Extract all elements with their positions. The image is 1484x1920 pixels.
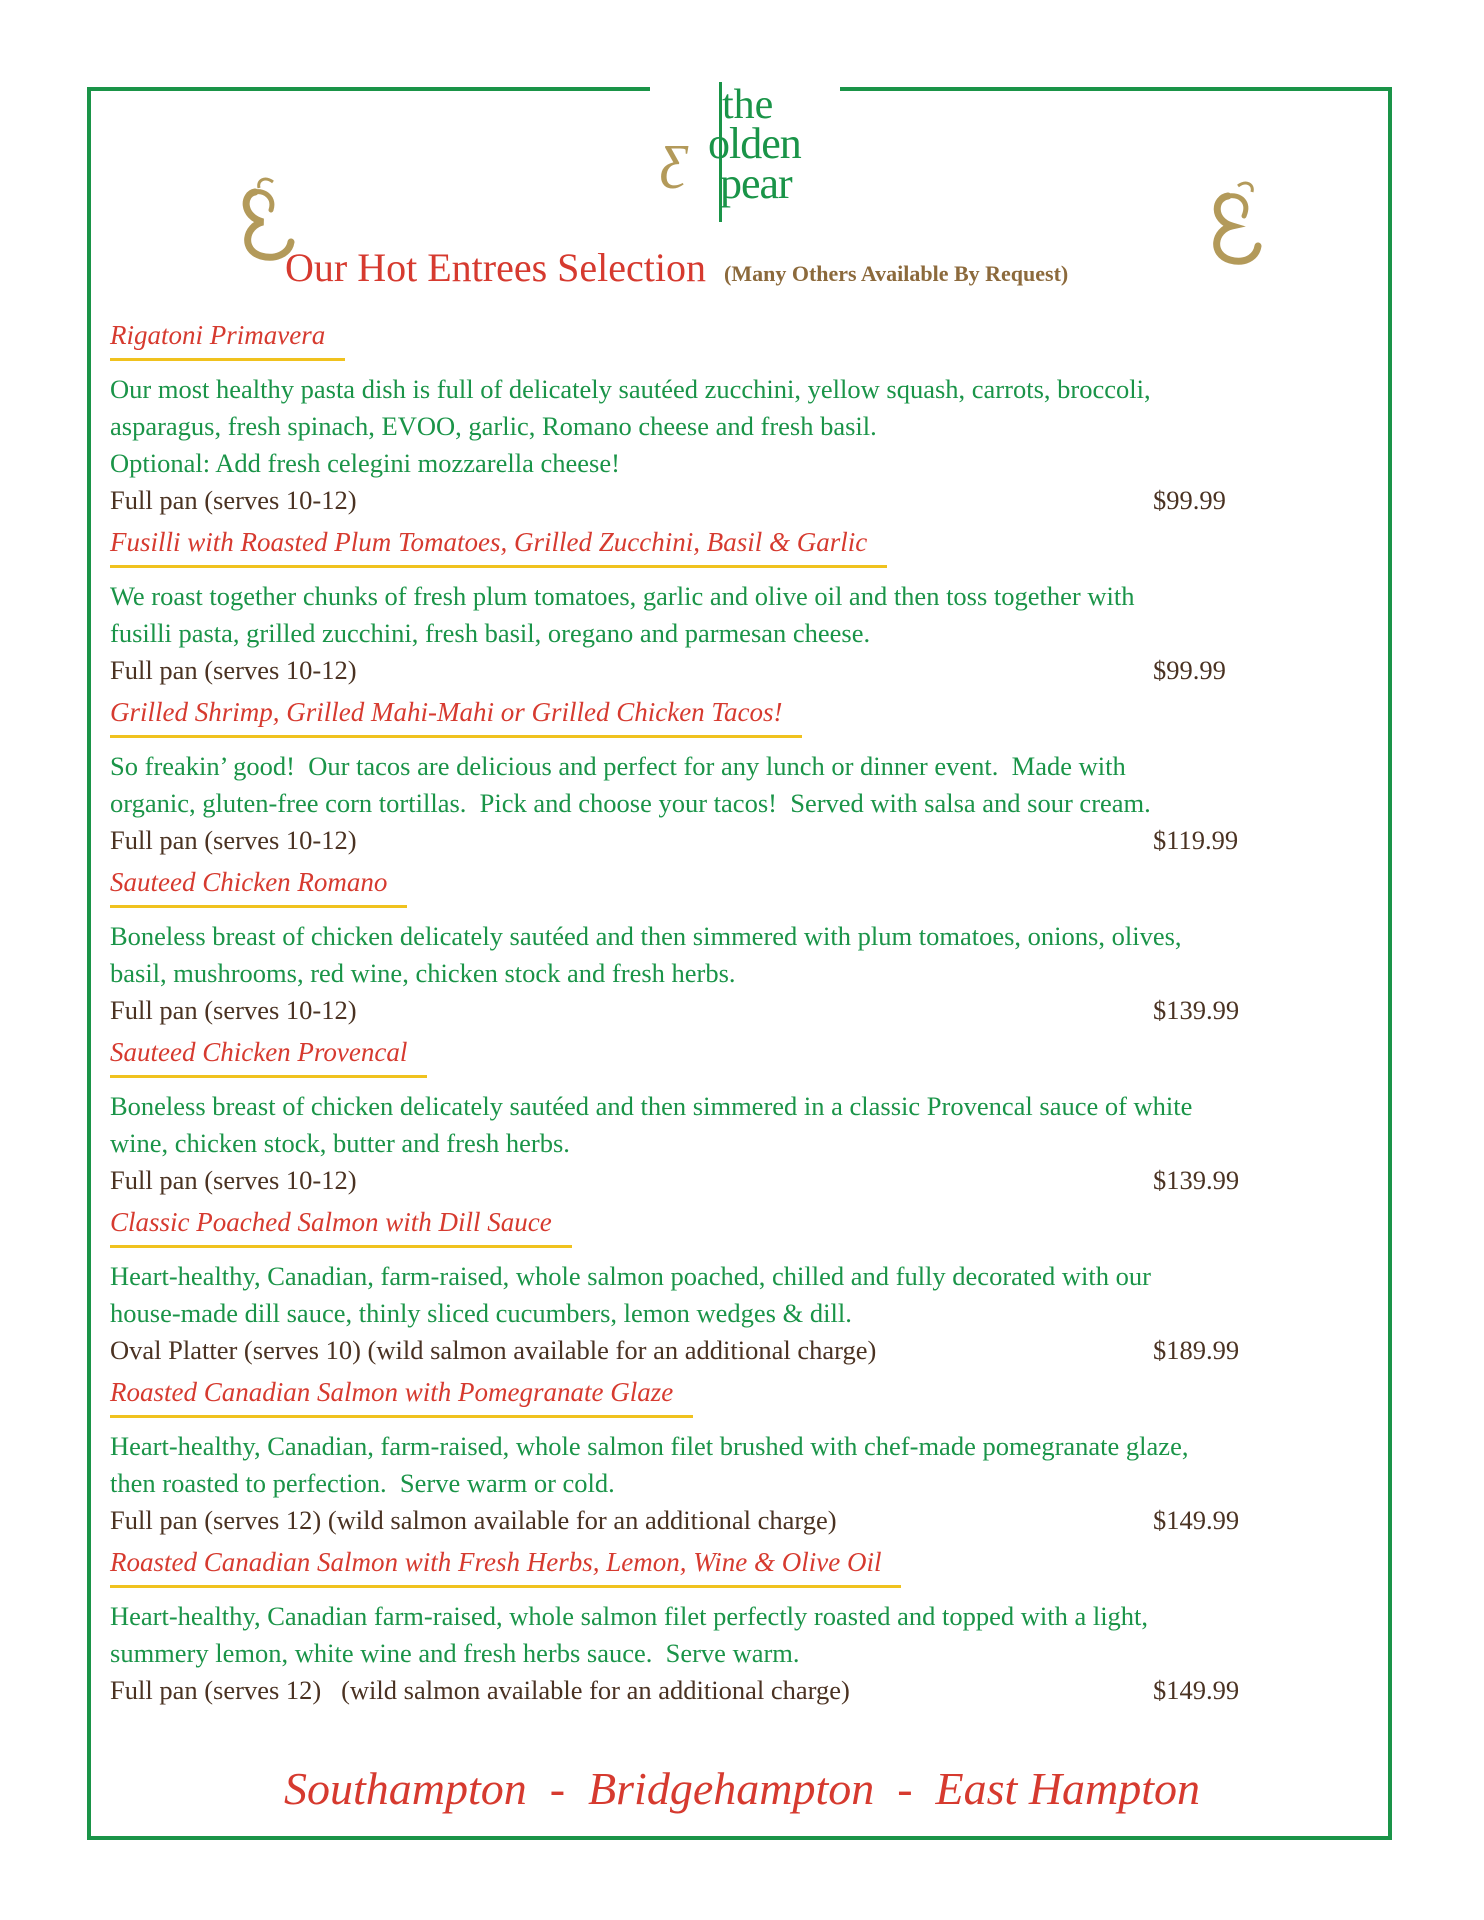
desc-line: Heart-healthy, Canadian farm-raised, whole salmon filet perfectly roasted and topped with a light, — [110, 1601, 1149, 1631]
item-serving-row — [110, 1502, 1370, 1539]
menu-item — [110, 1375, 1370, 1539]
menu-item — [110, 1035, 1370, 1199]
item-serving-row — [110, 1332, 1370, 1369]
item-serving: Full pan (serves 12) (wild salmon available for an additional charge) — [110, 1675, 850, 1705]
item-title: Rigatoni Primavera — [110, 318, 345, 361]
desc-line: then roasted to perfection. Serve warm or cold. — [110, 1468, 615, 1498]
desc-line: Our most healthy pasta dish is full of delicately sautéed zucchini, yellow squash, carrots, broccoli, — [110, 374, 1151, 404]
desc-line: organic, gluten-free corn tortillas. Pick and choose your tacos! Served with salsa and sour cream. — [110, 788, 1151, 818]
item-serving: Full pan (serves 10-12) — [110, 825, 357, 855]
desc-line: Boneless breast of chicken delicately sautéed and then simmered with plum tomatoes, onions, olives, — [110, 921, 1182, 951]
pear-ornament-right-icon — [1200, 178, 1270, 278]
item-title: Roasted Canadian Salmon with Pomegranate Glaze — [110, 1375, 693, 1418]
desc-line: Heart-healthy, Canadian, farm-raised, whole salmon poached, chilled and fully decorated with our — [110, 1261, 1151, 1291]
item-serving: Full pan (serves 10-12) — [110, 485, 357, 515]
item-description — [110, 1598, 1370, 1672]
item-price: $139.99 — [1153, 1165, 1240, 1195]
desc-line: basil, mushrooms, red wine, chicken stock and fresh herbs. — [110, 958, 736, 988]
item-serving-row — [110, 652, 1370, 689]
item-price: $139.99 — [1153, 995, 1240, 1025]
item-description — [110, 748, 1370, 822]
logo-pear: pear — [720, 159, 792, 208]
item-price: $99.99 — [1153, 655, 1226, 685]
item-serving: Full pan (serves 10-12) — [110, 655, 357, 685]
item-title: Fusilli with Roasted Plum Tomatoes, Grilled Zucchini, Basil & Garlic — [110, 525, 887, 568]
item-price: $149.99 — [1153, 1505, 1240, 1535]
golden-pear-logo — [650, 70, 840, 230]
item-description — [110, 1428, 1370, 1502]
desc-line: Optional: Add fresh celegini mozzarella cheese! — [110, 448, 620, 478]
logo-golden: olden — [708, 119, 801, 168]
item-title: Sauteed Chicken Romano — [110, 865, 407, 908]
item-serving-row — [110, 822, 1370, 859]
item-title: Grilled Shrimp, Grilled Mahi-Mahi or Grilled Chicken Tacos! — [110, 695, 802, 738]
item-title: Classic Poached Salmon with Dill Sauce — [110, 1205, 572, 1248]
desc-line: asparagus, fresh spinach, EVOO, garlic, Romano cheese and fresh basil. — [110, 411, 877, 441]
desc-line: house-made dill sauce, thinly sliced cucumbers, lemon wedges & dill. — [110, 1298, 852, 1328]
item-serving-row — [110, 1672, 1370, 1709]
item-serving: Oval Platter (serves 10) (wild salmon available for an additional charge) — [110, 1335, 877, 1365]
menu-item — [110, 318, 1370, 519]
item-description — [110, 371, 1370, 482]
item-serving: Full pan (serves 12) (wild salmon available for an additional charge) — [110, 1505, 837, 1535]
item-price: $189.99 — [1153, 1335, 1240, 1365]
menu-item — [110, 865, 1370, 1029]
desc-line: wine, chicken stock, butter and fresh herbs. — [110, 1128, 570, 1158]
menu-heading — [285, 244, 1068, 291]
logo-g-mark: ƹ — [660, 121, 688, 189]
item-serving-row — [110, 482, 1370, 519]
desc-line: summery lemon, white wine and fresh herbs sauce. Serve warm. — [110, 1638, 800, 1668]
logo-the: the — [722, 82, 774, 128]
item-price: $119.99 — [1153, 825, 1239, 855]
item-serving-row — [110, 992, 1370, 1029]
desc-line: Boneless breast of chicken delicately sautéed and then simmered in a classic Provencal sauce of white — [110, 1091, 1193, 1121]
menu-item — [110, 1545, 1370, 1709]
menu-items — [110, 318, 1370, 1709]
item-title: Sauteed Chicken Provencal — [110, 1035, 427, 1078]
heading-title: Our Hot Entrees Selection — [285, 245, 706, 290]
item-description — [110, 1088, 1370, 1162]
heading-subtitle: (Many Others Available By Request) — [724, 261, 1069, 286]
desc-line: fusilli pasta, grilled zucchini, fresh basil, oregano and parmesan cheese. — [110, 618, 871, 648]
desc-line: We roast together chunks of fresh plum tomatoes, garlic and olive oil and then toss together with — [110, 581, 1135, 611]
locations-footer: Southampton - Bridgehampton - East Hampton — [283, 1763, 1201, 1814]
item-serving: Full pan (serves 10-12) — [110, 995, 357, 1025]
menu-item — [110, 695, 1370, 859]
item-description — [110, 1258, 1370, 1332]
item-price: $149.99 — [1153, 1675, 1240, 1705]
menu-item — [110, 1205, 1370, 1369]
desc-line: So freakin’ good! Our tacos are delicious and perfect for any lunch or dinner event. Made with — [110, 751, 1126, 781]
item-title: Roasted Canadian Salmon with Fresh Herbs, Lemon, Wine & Olive Oil — [110, 1545, 901, 1588]
item-price: $99.99 — [1153, 485, 1226, 515]
item-serving-row — [110, 1162, 1370, 1199]
item-serving: Full pan (serves 10-12) — [110, 1165, 357, 1195]
menu-item — [110, 525, 1370, 689]
item-description — [110, 578, 1370, 652]
desc-line: Heart-healthy, Canadian, farm-raised, whole salmon filet brushed with chef-made pomegranate glaze, — [110, 1431, 1189, 1461]
item-description — [110, 918, 1370, 992]
